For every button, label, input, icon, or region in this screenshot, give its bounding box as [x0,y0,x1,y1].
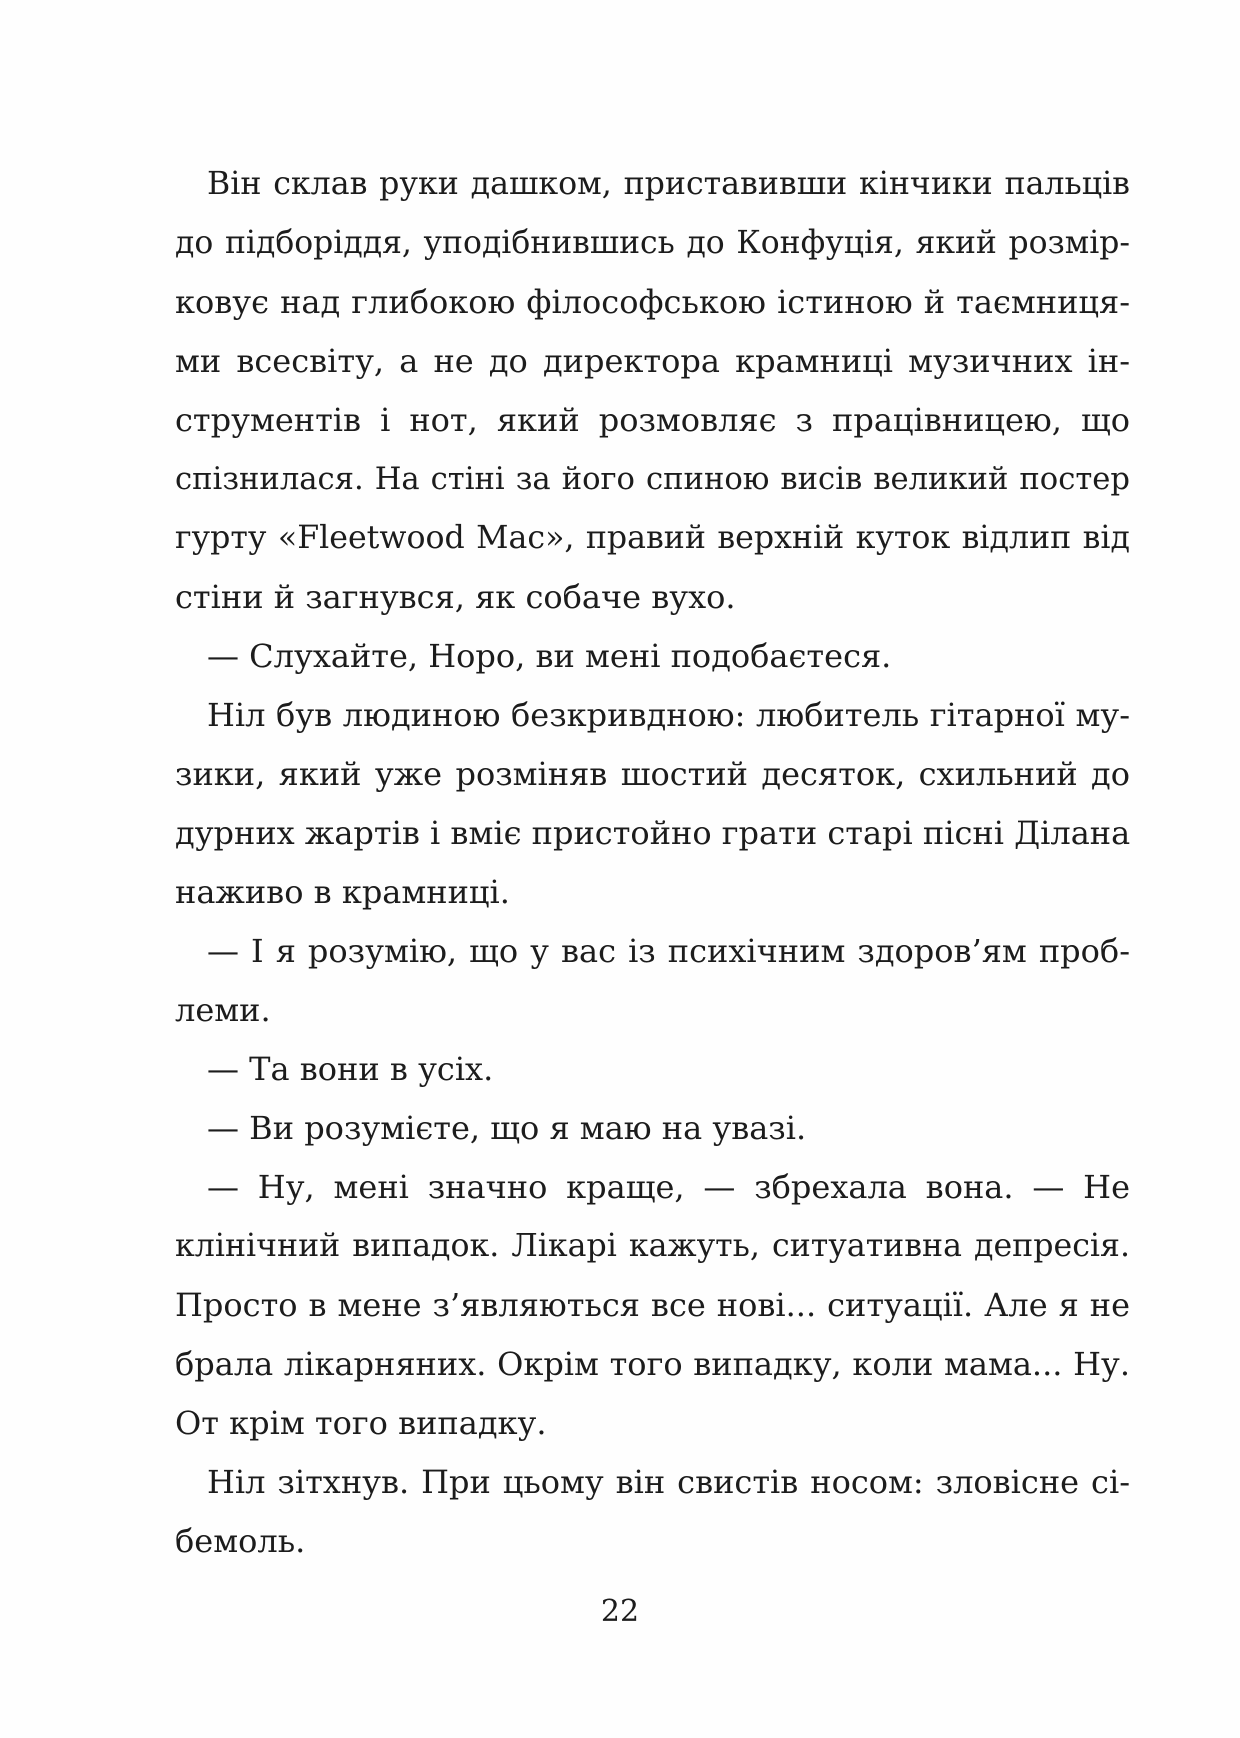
text-line: От крім того випадку. [175,1404,547,1442]
dialogue-line: — Ну, мені значно краще, — збрехала вона. — Не [207,1168,1130,1206]
text-line: ковує над глибокою філософською істиною й таємниця- [175,283,1130,321]
dialogue-line: — Слухайте, Норо, ви мені подобаєтеся. [207,637,892,675]
text-line: спізнилася. На стіні за його спиною висів великий постер [175,462,1130,497]
text-line: гурту «Fleetwood Mac», правий верхній куток відлип від [175,520,1130,556]
text-line: ми всесвіту, а не до директора крамниці музичних ін- [175,342,1130,380]
text-line: дурних жартів і вміє пристойно грати старі пісні Ділана [175,814,1131,852]
text-line: зики, який уже розміняв шостий десяток, схильний до [175,755,1130,793]
text-line: до підборіддя, уподібнившись до Конфуція, який розмір- [175,225,1130,261]
text-line: стіни й загнувся, як собаче вухо. [175,578,736,616]
text-line: струментів і нот, який розмовляє з працівницею, що [175,401,1130,439]
text-line: леми. [175,991,271,1029]
body-text [175,155,1130,1571]
text-line: наживо в крамниці. [175,873,510,911]
text-line: клінічний випадок. Лікарі кажуть, ситуативна депресія. [175,1228,1130,1264]
text-line: брала лікарняних. Окрім того випадку, коли мама... Ну. [175,1345,1130,1383]
text-line: Він склав руки дашком, приставивши кінчики пальців [207,166,1130,202]
dialogue-line: — І я розумію, що у вас із психічним здоров’ям проб- [207,932,1130,970]
page-number: 22 [600,1594,640,1629]
dialogue-line: — Ви розумієте, що я маю на увазі. [207,1109,807,1147]
text-line: Просто в мене з’являються все нові... ситуації. Але я не [175,1286,1130,1324]
text-line: Ніл зітхнув. При цьому він свистів носом: зловісне сі- [207,1463,1130,1501]
dialogue-line: — Та вони в усіх. [207,1050,494,1088]
text-line: Ніл був людиною безкривдною: любитель гітарної му- [207,696,1130,734]
text-line: бемоль. [175,1522,306,1560]
